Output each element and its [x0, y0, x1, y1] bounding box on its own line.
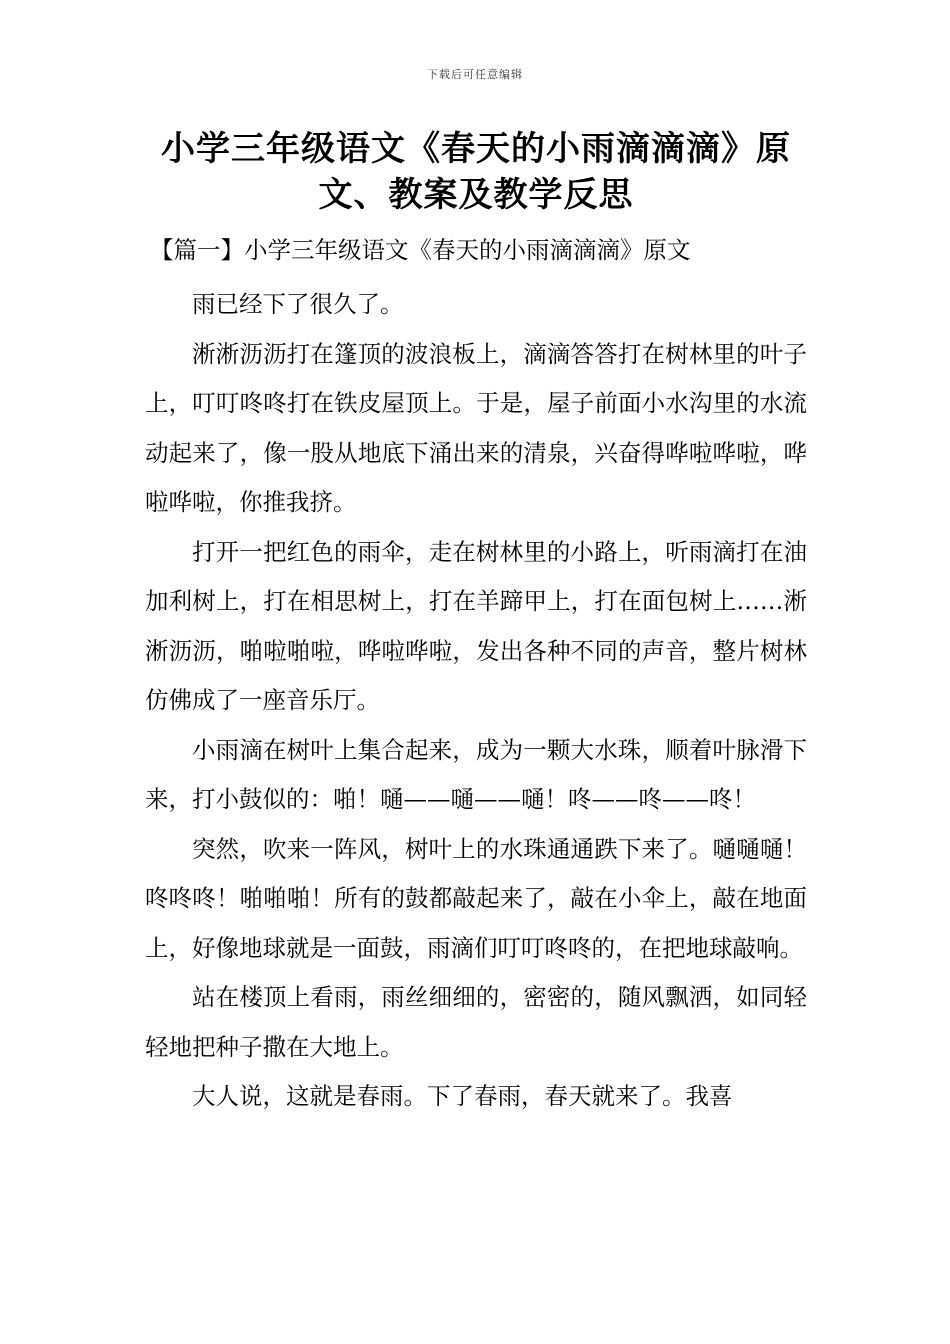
paragraph: 小雨滴在树叶上集合起来，成为一颗大水珠，顺着叶脉滑下来，打小鼓似的：啪！嗵——嗵——嗵！咚——咚——咚！ [145, 735, 807, 813]
header-note: 下载后可任意编辑 [427, 68, 523, 81]
paragraph: 站在楼顶上看雨，雨丝细细的，密密的，随风飘洒，如同轻轻地把种子撒在大地上。 [145, 983, 807, 1061]
paragraph: 大人说，这就是春雨。下了春雨，春天就来了。我喜 [192, 1082, 733, 1110]
paragraph: 雨已经下了很久了。 [192, 290, 404, 318]
body-text [145, 280, 807, 1122]
paragraph: 打开一把红色的雨伞，走在树林里的小路上，听雨滴打在油加利树上，打在相思树上，打在羊蹄甲上，打在面包树上……淅淅沥沥，啪啦啪啦，哗啦哗啦，发出各种不同的声音，整片树林仿佛成了一座音乐厅。 [145, 537, 807, 714]
paragraph: 突然，吹来一阵风，树叶上的水珠通通跌下来了。嗵嗵嗵！咚咚咚！啪啪啪！所有的鼓都敲起来了，敲在小伞上，敲在地面上，好像地球就是一面鼓，雨滴们叮叮咚咚的，在把地球敲响。 [145, 834, 807, 962]
section-heading: 【篇一】小学三年级语文《春天的小雨滴滴滴》原文 [150, 236, 691, 264]
paragraph: 淅淅沥沥打在篷顶的波浪板上，滴滴答答打在树林里的叶子上，叮叮咚咚打在铁皮屋顶上。于是，屋子前面小水沟里的水流动起来了，像一股从地底下涌出来的清泉，兴奋得哗啦哗啦，哗啦哗啦，你推我挤。 [145, 339, 807, 516]
document-title: 小学三年级语文《春天的小雨滴滴滴》原文、教案及教学反思 [161, 129, 791, 215]
